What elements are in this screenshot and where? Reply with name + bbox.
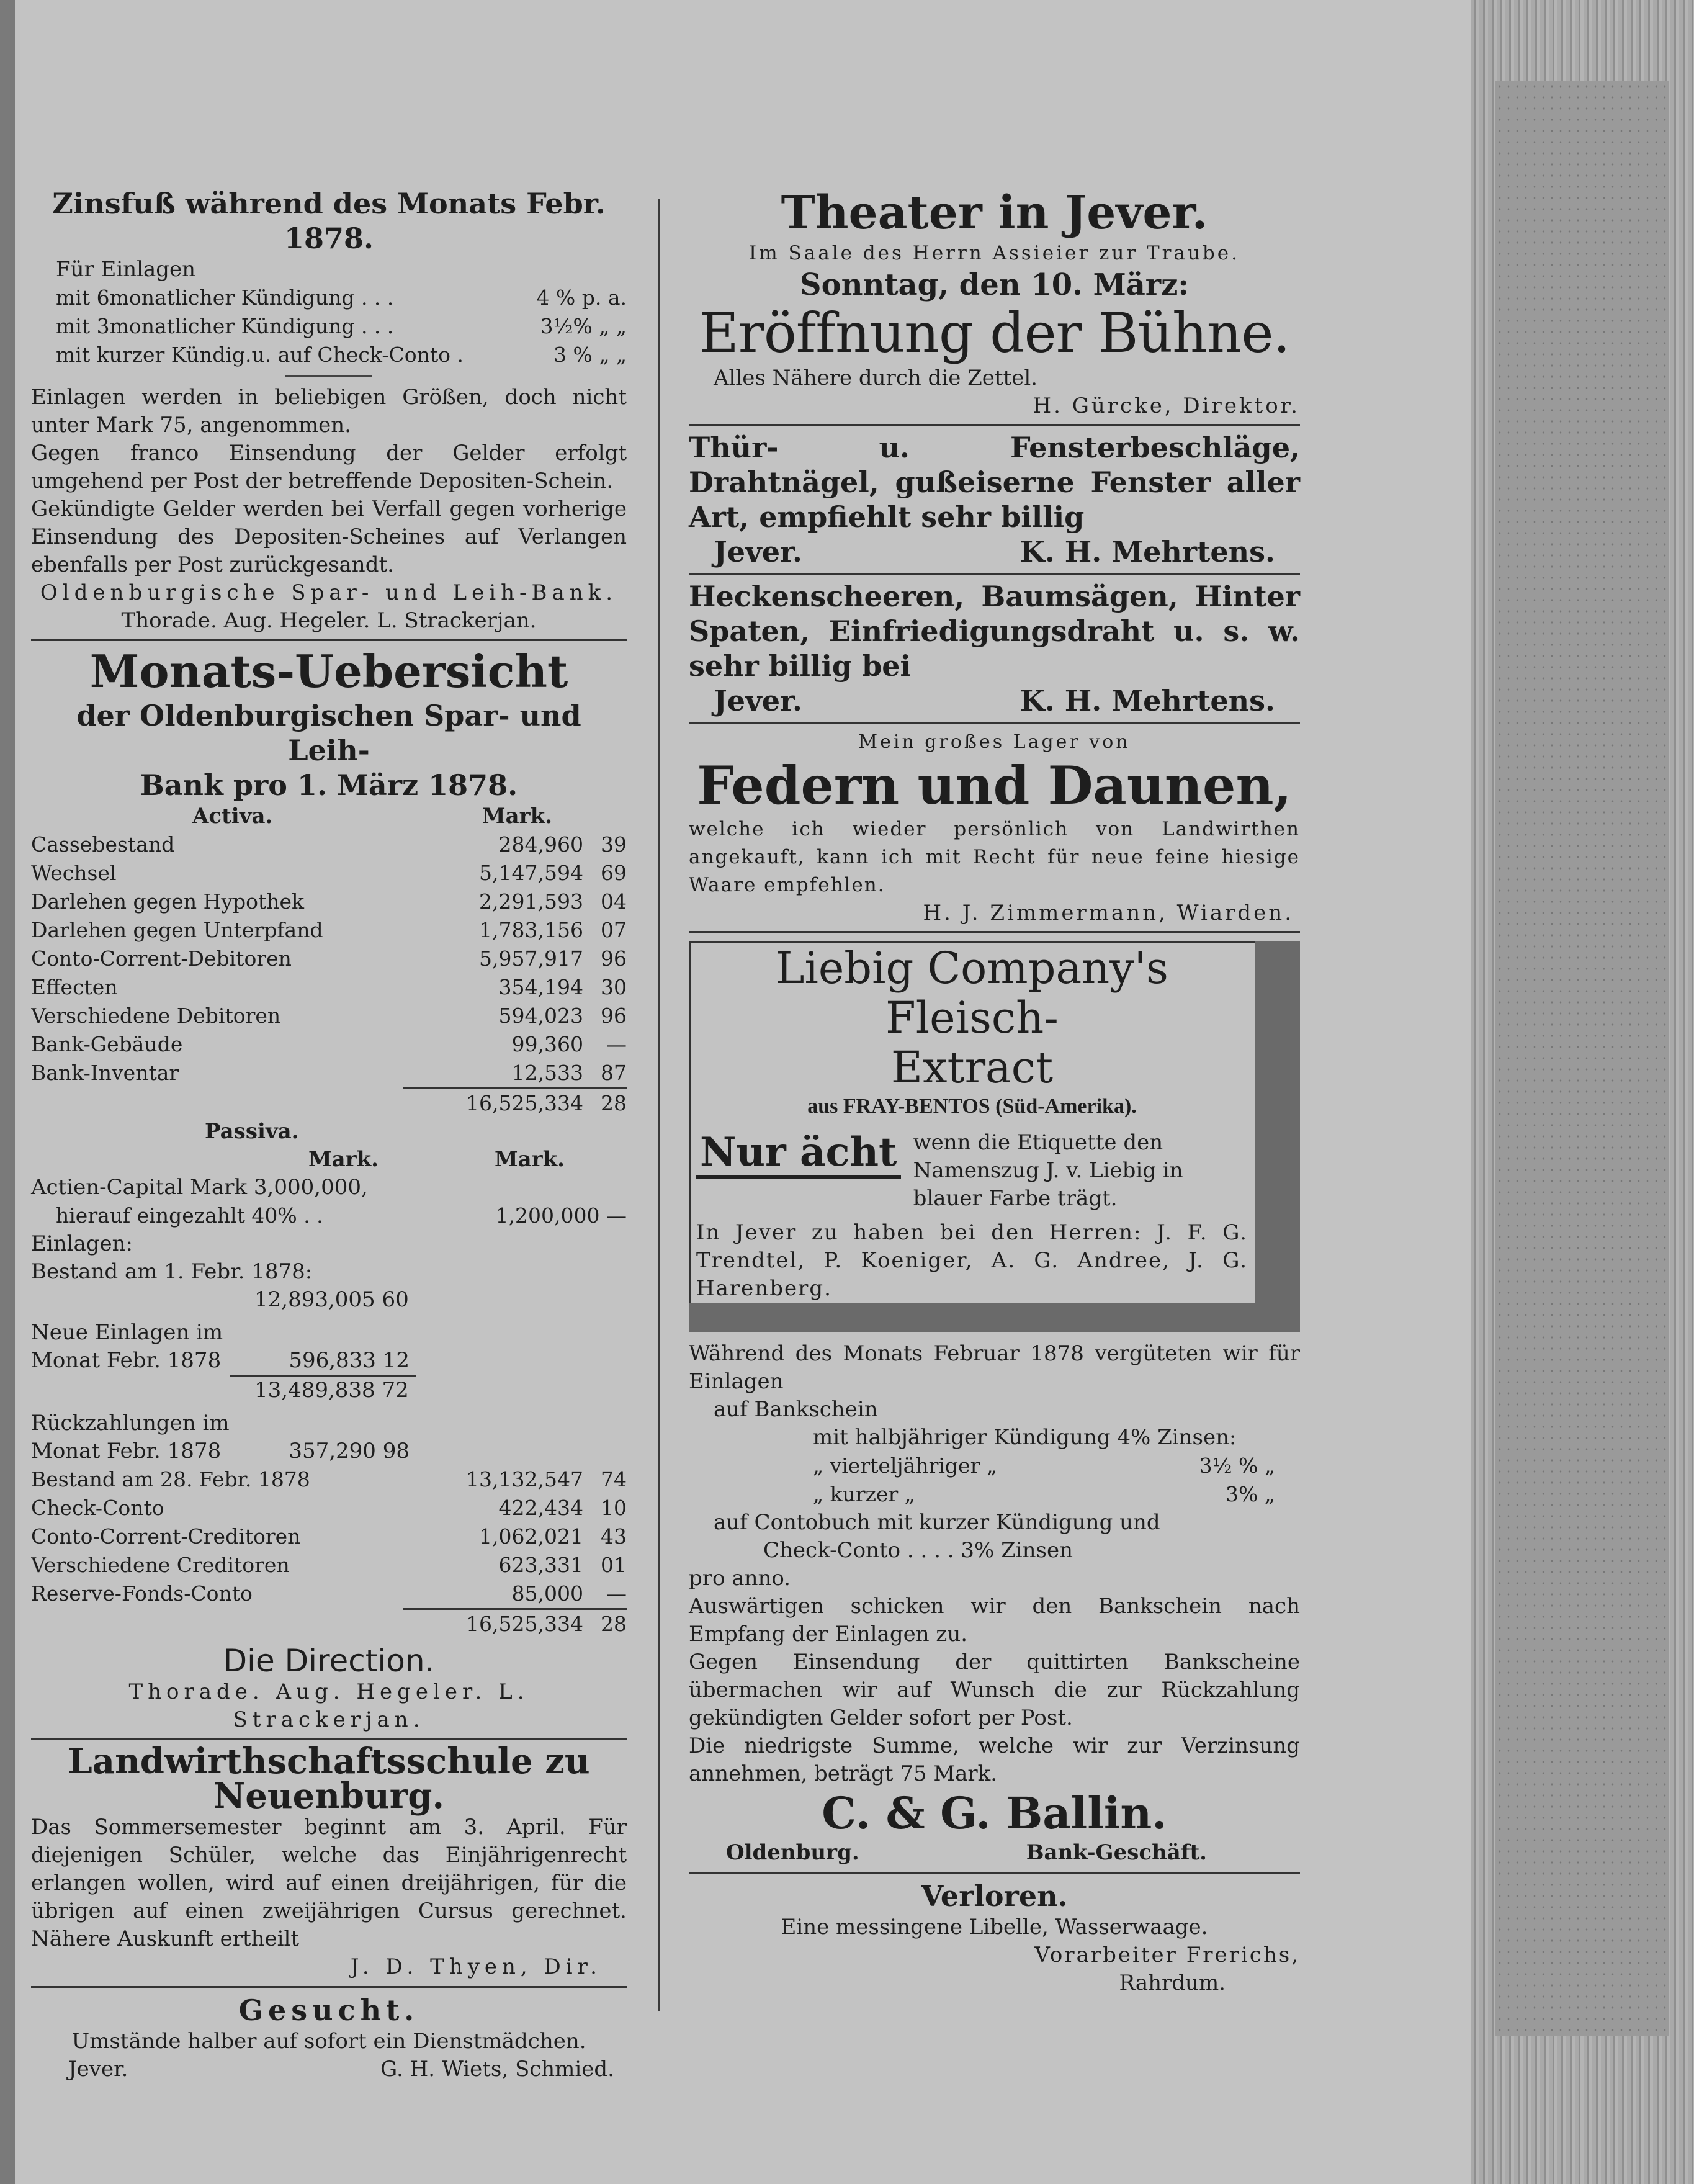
ballin-bank: Bank-Geschäft. bbox=[1026, 1840, 1207, 1865]
verloren-title: Verloren. bbox=[921, 1879, 1068, 1913]
cents: 87 bbox=[601, 1061, 627, 1085]
ledger-label: Verschiedene Debitoren bbox=[31, 1004, 281, 1028]
mehrtens-body: Thür- u. Fensterbeschläge, Drahtnägel, gußeiserne Fenster aller Art, empfiehlt sehr billig bbox=[689, 431, 1300, 534]
zins-row-rate: 3 % „ „ bbox=[553, 343, 627, 367]
mehrtens-signature: K. H. Mehrtens. bbox=[1020, 535, 1275, 568]
ledger-row bbox=[31, 916, 627, 945]
ledger-label: Darlehen gegen Unterpfand bbox=[31, 918, 323, 942]
amount: 1,062,021 bbox=[479, 1524, 583, 1548]
rule bbox=[689, 1872, 1300, 1874]
theater-note: Alles Nähere durch die Zettel. bbox=[714, 366, 1038, 390]
activa-sum-row bbox=[31, 1089, 627, 1118]
rule bbox=[689, 931, 1300, 933]
schule-ad bbox=[31, 1741, 627, 1981]
einlagen-label: Einlagen: bbox=[31, 1231, 133, 1256]
cents: 43 bbox=[601, 1524, 627, 1548]
book-cover bbox=[1495, 81, 1669, 2036]
ledger-row bbox=[31, 1002, 627, 1030]
rule bbox=[689, 424, 1300, 426]
ad-border-shadow bbox=[1255, 941, 1300, 1332]
neue-label: Neue Einlagen im bbox=[31, 1320, 223, 1345]
ledger-row bbox=[31, 859, 627, 888]
ledger-row bbox=[31, 1465, 627, 1494]
ballin-name: C. & G. Ballin. bbox=[822, 1787, 1167, 1839]
liebig-ad bbox=[689, 941, 1300, 1332]
schule-title: Landwirthschaftsschule zu bbox=[68, 1741, 590, 1782]
ledger-row bbox=[31, 830, 627, 859]
ballin-ad bbox=[689, 1340, 1300, 1867]
ballin-rate-row: mit halbjähriger Kündigung 4% Zinsen: bbox=[813, 1425, 1237, 1450]
cents: 28 bbox=[601, 1612, 627, 1636]
rule bbox=[689, 573, 1300, 575]
amount: 422,434 bbox=[498, 1496, 583, 1520]
ballin-rate-label: „ vierteljähriger „ bbox=[813, 1454, 997, 1478]
verloren-body: Eine messingene Libelle, Wasserwaage. bbox=[781, 1915, 1208, 1939]
gesucht-place: Jever. bbox=[68, 2057, 128, 2082]
ledger-label: Verschiedene Creditoren bbox=[31, 1553, 290, 1577]
ballin-check: Check-Conto . . . . 3% Zinsen bbox=[763, 1538, 1073, 1563]
amount: 357,290 98 bbox=[289, 1439, 410, 1463]
cents: 28 bbox=[601, 1091, 627, 1115]
liebig-origin: aus FRAY-BENTOS (Süd-Amerika). bbox=[807, 1095, 1137, 1118]
mehrtens-footer bbox=[689, 534, 1300, 569]
theater-line: Im Saale des Herrn Assieier zur Traube. bbox=[749, 242, 1240, 264]
ballin-rate: 3½ % „ bbox=[1199, 1454, 1275, 1478]
zins-row bbox=[31, 284, 627, 312]
ballin-footer bbox=[689, 1839, 1300, 1867]
zins-row-rate: 3½% „ „ bbox=[540, 314, 627, 338]
liebig-title: Extract bbox=[890, 1042, 1054, 1093]
cents: 07 bbox=[601, 918, 627, 942]
cents: 30 bbox=[601, 975, 627, 999]
zins-row-rate: 4 % p. a. bbox=[536, 285, 627, 310]
verloren-ad bbox=[689, 1879, 1300, 1997]
rule bbox=[689, 722, 1300, 724]
ledger-row bbox=[31, 1580, 627, 1608]
gesucht-footer bbox=[31, 2056, 627, 2083]
federn-signature: H. J. Zimmermann, Wiarden. bbox=[923, 901, 1294, 925]
ledger-label: Wechsel bbox=[31, 861, 117, 885]
rueck-label: Monat Febr. 1878 bbox=[31, 1439, 222, 1463]
amount: 85,000 bbox=[511, 1581, 583, 1606]
mehrtens-signature: K. H. Mehrtens. bbox=[1020, 684, 1275, 717]
theater-headline: Eröffnung der Bühne. bbox=[699, 301, 1290, 365]
ledger-label: Cassebestand bbox=[31, 832, 175, 856]
theater-ad bbox=[689, 186, 1300, 420]
monats-title: Monats-Uebersicht bbox=[89, 645, 568, 698]
amount: 99,360 bbox=[511, 1032, 583, 1056]
passiva-heading: Passiva. bbox=[205, 1119, 299, 1144]
cents: 10 bbox=[601, 1496, 627, 1520]
left-column bbox=[31, 186, 627, 2083]
ballin-paragraph: Auswärtigen schicken wir den Bankschein nach Empfang der Einlagen zu. bbox=[689, 1594, 1300, 1647]
federn-intro: Mein großes Lager von bbox=[858, 731, 1131, 753]
passiva-sum-row bbox=[31, 1610, 627, 1638]
short-rule bbox=[285, 375, 372, 377]
mark-heading: Mark. bbox=[495, 1147, 565, 1172]
ballin-contobuch: auf Contobuch mit kurzer Kündigung und bbox=[714, 1510, 1160, 1535]
sum-amount: 13,489,838 72 bbox=[254, 1378, 409, 1403]
ballin-paragraph: Die niedrigste Summe, welche wir zur Verzinsung annehmen, beträgt 75 Mark. bbox=[689, 1733, 1300, 1786]
neue-label: Monat Febr. 1878 bbox=[31, 1348, 222, 1373]
cents: 74 bbox=[601, 1467, 627, 1491]
amount: 5,957,917 bbox=[479, 946, 583, 971]
activa-table bbox=[31, 830, 627, 1087]
amount: 623,331 bbox=[498, 1553, 583, 1577]
ledger-label: Check-Conto bbox=[31, 1496, 164, 1520]
schule-body: Das Sommersemester beginnt am 3. April. Für diejenigen Schüler, welche das Einjährigenrecht erlangen wollen, wird auf einen dreijährigen, für die übrigen auf einen zweijährigen Cursus gerechnet. Nähere Auskunft ertheilt bbox=[31, 1815, 627, 1951]
direction: Die Direction. bbox=[223, 1643, 435, 1679]
verloren-signature: Vorarbeiter Frerichs, bbox=[1034, 1943, 1300, 1967]
rueck-row bbox=[31, 1437, 627, 1465]
theater-date: Sonntag, den 10. März: bbox=[799, 267, 1190, 302]
zins-paragraph: Gegen franco Einsendung der Gelder erfolgt umgehend per Post der betreffende Depositen-Schein. bbox=[31, 441, 627, 493]
federn-ad bbox=[689, 728, 1300, 927]
ledger-label: Bank-Gebäude bbox=[31, 1032, 183, 1056]
ballin-rate: 3% „ bbox=[1226, 1482, 1275, 1506]
monats-subtitle: Bank pro 1. März 1878. bbox=[140, 768, 518, 802]
neue-row bbox=[31, 1347, 627, 1375]
ledger-label: Conto-Corrent-Creditoren bbox=[31, 1524, 301, 1548]
monats-uebersicht bbox=[31, 645, 627, 1734]
ledger-row bbox=[31, 945, 627, 973]
zins-row bbox=[31, 341, 627, 369]
mehrtens-body: Heckenscheeren, Baumsägen, Hinter Spaten, Einfriedigungsdraht u. s. w. sehr billig bei bbox=[689, 580, 1300, 683]
theater-signature: H. Gürcke, Direktor. bbox=[1033, 393, 1300, 418]
mehrtens-footer bbox=[689, 683, 1300, 718]
ledger-label: Bestand am 28. Febr. 1878 bbox=[31, 1467, 310, 1491]
liebig-nur-text: wenn die Etiquette den Namenszug J. v. Liebig in blauer Farbe trägt. bbox=[913, 1130, 1183, 1211]
zins-row-label: mit 6monatlicher Kündigung . . . bbox=[56, 285, 394, 310]
ledger-row bbox=[31, 1494, 627, 1522]
mehrtens-ad-1 bbox=[689, 430, 1300, 569]
amount: 13,132,547 bbox=[466, 1467, 583, 1491]
liebig-content bbox=[696, 943, 1248, 1303]
verloren-place: Rahrdum. bbox=[1119, 1971, 1226, 1995]
gesucht-signature: G. H. Wiets, Schmied. bbox=[380, 2057, 614, 2082]
passiva-mark-headings bbox=[31, 1146, 627, 1174]
amount: 1,200,000 — bbox=[495, 1203, 627, 1228]
zins-row-label: mit kurzer Kündig.u. auf Check-Conto . bbox=[56, 343, 464, 367]
amount: 2,291,593 bbox=[479, 889, 583, 914]
cents: — bbox=[606, 1032, 627, 1056]
actien-label: hierauf eingezahlt 40% . . bbox=[56, 1203, 323, 1228]
ballin-bankschein: auf Bankschein bbox=[714, 1397, 878, 1422]
cents: 69 bbox=[601, 861, 627, 885]
zins-row-label: mit 3monatlicher Kündigung . . . bbox=[56, 314, 394, 338]
rule bbox=[31, 639, 627, 641]
cents: 96 bbox=[601, 946, 627, 971]
mehrtens-place: Jever. bbox=[714, 535, 803, 568]
schule-signature: J. D. Thyen, Dir. bbox=[350, 1954, 602, 1979]
ledger-label: Darlehen gegen Hypothek bbox=[31, 889, 305, 914]
monats-signature: Thorade. Aug. Hegeler. L. Strackerjan. bbox=[128, 1679, 529, 1732]
amount: 284,960 bbox=[498, 832, 583, 856]
amount: 354,194 bbox=[498, 975, 583, 999]
ad-border-shadow bbox=[689, 1303, 1300, 1332]
zins-bank: Oldenburgische Spar- und Leih-Bank. bbox=[40, 580, 618, 605]
zins-row bbox=[31, 312, 627, 341]
amount: 5,147,594 bbox=[479, 861, 583, 885]
zins-title: Zinsfuß während des Monats Febr. 1878. bbox=[52, 187, 606, 255]
amount: 596,833 12 bbox=[289, 1348, 410, 1373]
ballin-intro: Während des Monats Februar 1878 vergüteten wir für Einlagen bbox=[689, 1341, 1300, 1394]
ballin-proanno: pro anno. bbox=[689, 1566, 791, 1591]
amount: 16,525,334 bbox=[466, 1091, 583, 1115]
zins-fuer: Für Einlagen bbox=[56, 257, 196, 282]
rule bbox=[31, 1986, 627, 1988]
liebig-title: Liebig Company's Fleisch- bbox=[776, 943, 1168, 1043]
mehrtens-place: Jever. bbox=[714, 684, 803, 717]
mark-heading: Mark. bbox=[482, 804, 552, 829]
ballin-paragraph: Gegen Einsendung der quittirten Bankscheine übermachen wir auf Wunsch die zur Rückzahlung gekündigten Gelder sofort per Post. bbox=[689, 1650, 1300, 1730]
mehrtens-ad-2 bbox=[689, 579, 1300, 718]
bestand-amount: 12,893,005 60 bbox=[254, 1287, 409, 1312]
rueck-label: Rückzahlungen im bbox=[31, 1411, 230, 1436]
schule-title: Neuenburg. bbox=[213, 1776, 444, 1817]
amount: 594,023 bbox=[498, 1004, 583, 1028]
zins-paragraph: Gekündigte Gelder werden bei Verfall gegen vorherige Einsendung des Depositen-Scheines auf Verlangen ebenfalls per Post zurückgesandt. bbox=[31, 497, 627, 577]
ledger-row bbox=[31, 888, 627, 916]
ballin-rate-row bbox=[689, 1480, 1300, 1509]
liebig-body: In Jever zu haben bei den Herren: J. F. G. Trendtel, P. Koeniger, A. G. Andree, J. G. Harenberg. bbox=[696, 1220, 1248, 1301]
activa-heading: Activa. bbox=[192, 804, 273, 829]
ledger-label: Conto-Corrent-Debitoren bbox=[31, 946, 292, 971]
cents: — bbox=[606, 1581, 627, 1606]
ballin-rate-label: „ kurzer „ bbox=[813, 1482, 915, 1506]
ledger-label: Effecten bbox=[31, 975, 118, 999]
gesucht-ad bbox=[31, 1993, 627, 2083]
theater-title: Theater in Jever. bbox=[781, 186, 1208, 240]
passiva-table bbox=[31, 1465, 627, 1608]
ledger-row bbox=[31, 973, 627, 1002]
liebig-nur-box bbox=[696, 1129, 1248, 1213]
ledger-row bbox=[31, 1030, 627, 1059]
cents: 04 bbox=[601, 889, 627, 914]
gesucht-body: Umstände halber auf sofort ein Dienstmädchen. bbox=[71, 2029, 586, 2054]
ledger-label: Bank-Inventar bbox=[31, 1061, 179, 1085]
bestand-label: Bestand am 1. Febr. 1878: bbox=[31, 1259, 313, 1284]
liebig-nur-aecht: Nur ächt bbox=[696, 1129, 901, 1179]
ledger-row bbox=[31, 1059, 627, 1087]
amount: 1,783,156 bbox=[479, 918, 583, 942]
rule bbox=[31, 1738, 627, 1740]
actien-row bbox=[31, 1202, 627, 1230]
right-column bbox=[689, 186, 1300, 1997]
zins-signature: Thorade. Aug. Hegeler. L. Strackerjan. bbox=[121, 608, 537, 633]
ledger-label: Reserve-Fonds-Conto bbox=[31, 1581, 253, 1606]
ledger-row bbox=[31, 1551, 627, 1580]
federn-body: welche ich wieder persönlich von Landwirthen angekauft, kann ich mit Recht für neue feine hiesige Waare empfehlen. bbox=[689, 818, 1300, 896]
activa-header bbox=[31, 802, 627, 830]
gesucht-title: Gesucht. bbox=[238, 1993, 419, 2027]
ballin-place: Oldenburg. bbox=[726, 1840, 859, 1865]
ledger-row bbox=[31, 1522, 627, 1551]
previous-page-edge bbox=[0, 0, 15, 2184]
zins-ad bbox=[31, 186, 627, 635]
column-divider bbox=[658, 199, 660, 2011]
mark-heading: Mark. bbox=[308, 1147, 379, 1172]
monats-subtitle: der Oldenburgischen Spar- und Leih- bbox=[76, 699, 581, 767]
cents: 96 bbox=[601, 1004, 627, 1028]
amount: 16,525,334 bbox=[466, 1612, 583, 1636]
amount: 12,533 bbox=[511, 1061, 583, 1085]
ballin-rate-row bbox=[689, 1452, 1300, 1480]
zins-paragraph: Einlagen werden in beliebigen Größen, doch nicht unter Mark 75, angenommen. bbox=[31, 385, 627, 438]
cents: 01 bbox=[601, 1553, 627, 1577]
actien-line: Actien-Capital Mark 3,000,000, bbox=[31, 1175, 368, 1200]
federn-title: Federn und Daunen, bbox=[697, 755, 1292, 816]
cents: 39 bbox=[601, 832, 627, 856]
